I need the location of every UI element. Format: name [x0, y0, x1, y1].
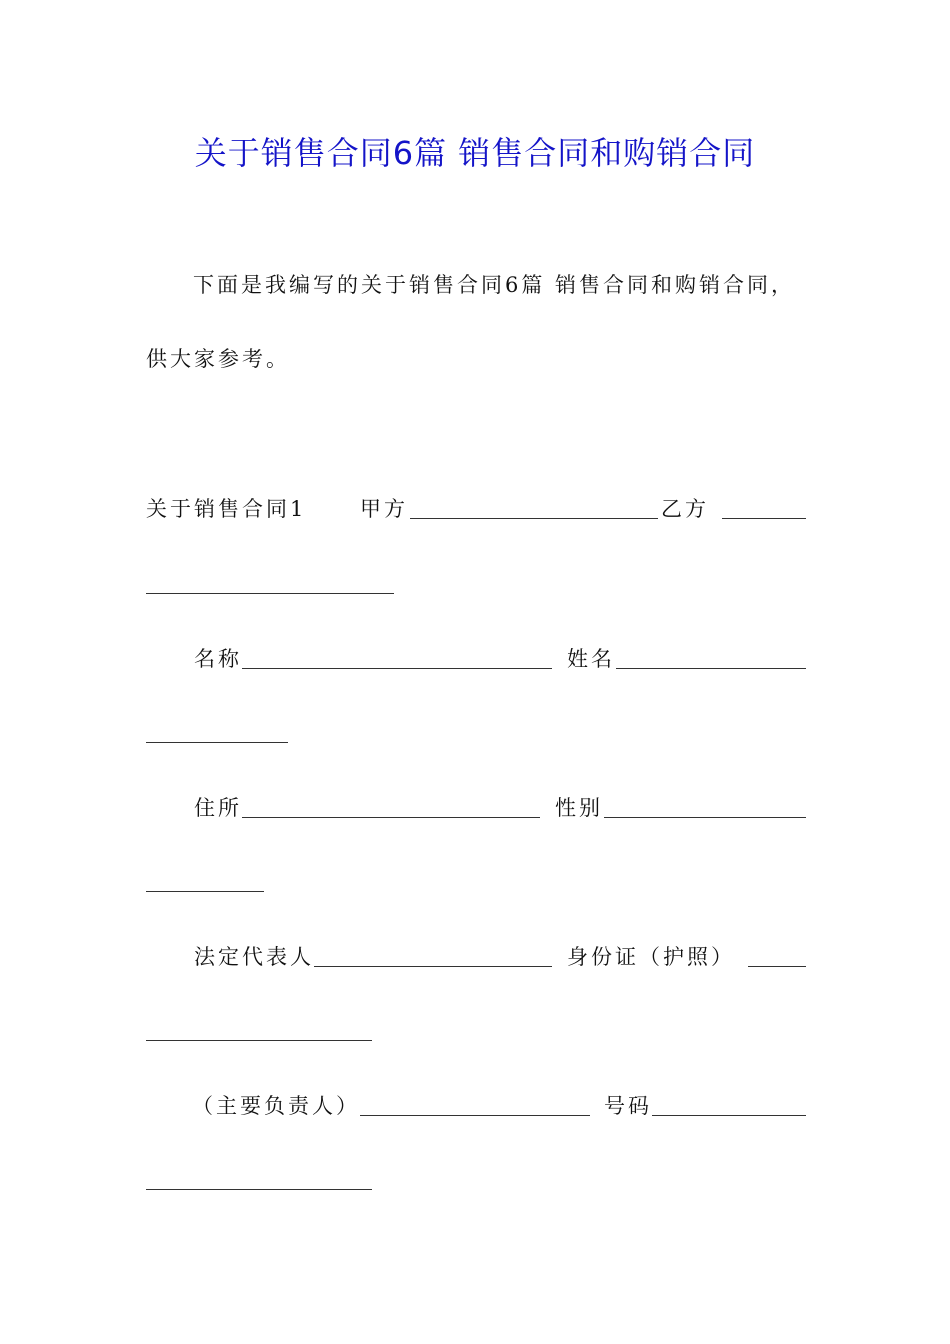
legal-rep-label: 法定代表人	[194, 945, 314, 969]
document-title: 关于销售合同6篇 销售合同和购销合同	[194, 134, 756, 172]
address-label: 住所	[194, 796, 242, 820]
person-name-label: 姓名	[567, 647, 615, 671]
name-blank	[242, 668, 552, 669]
intro-line-1: 下面是我编写的关于销售合同6篇 销售合同和购销合同，	[193, 273, 796, 297]
number-label: 号码	[604, 1094, 652, 1118]
id-card-blank	[748, 966, 806, 967]
legal-rep-blank	[314, 966, 552, 967]
intro-line-2: 供大家参考。	[146, 347, 290, 371]
contract-row-legal-rep	[146, 940, 806, 974]
main-person-label: （主要负责人）	[192, 1094, 360, 1118]
contract-row-main-person	[146, 1089, 806, 1123]
gender-blank-continued	[146, 891, 264, 892]
party-a-label: 甲方	[360, 497, 408, 521]
party-b-label: 乙方	[661, 497, 709, 521]
party-b-blank-continued	[146, 593, 394, 594]
contract-heading: 关于销售合同1	[146, 497, 307, 521]
person-name-blank-continued	[146, 742, 288, 743]
main-person-blank	[360, 1115, 590, 1116]
address-blank	[242, 817, 540, 818]
gender-label: 性别	[555, 796, 603, 820]
person-name-blank	[616, 668, 806, 669]
id-card-blank-continued	[146, 1040, 372, 1041]
number-blank-continued	[146, 1189, 372, 1190]
party-b-blank	[722, 518, 806, 519]
number-blank	[652, 1115, 806, 1116]
id-card-label: 身份证（护照）	[567, 945, 735, 969]
party-a-blank	[410, 518, 658, 519]
name-label: 名称	[194, 647, 242, 671]
contract-row-address	[146, 791, 806, 825]
contract-row-parties	[146, 492, 806, 526]
gender-blank	[604, 817, 806, 818]
contract-row-name	[146, 642, 806, 676]
